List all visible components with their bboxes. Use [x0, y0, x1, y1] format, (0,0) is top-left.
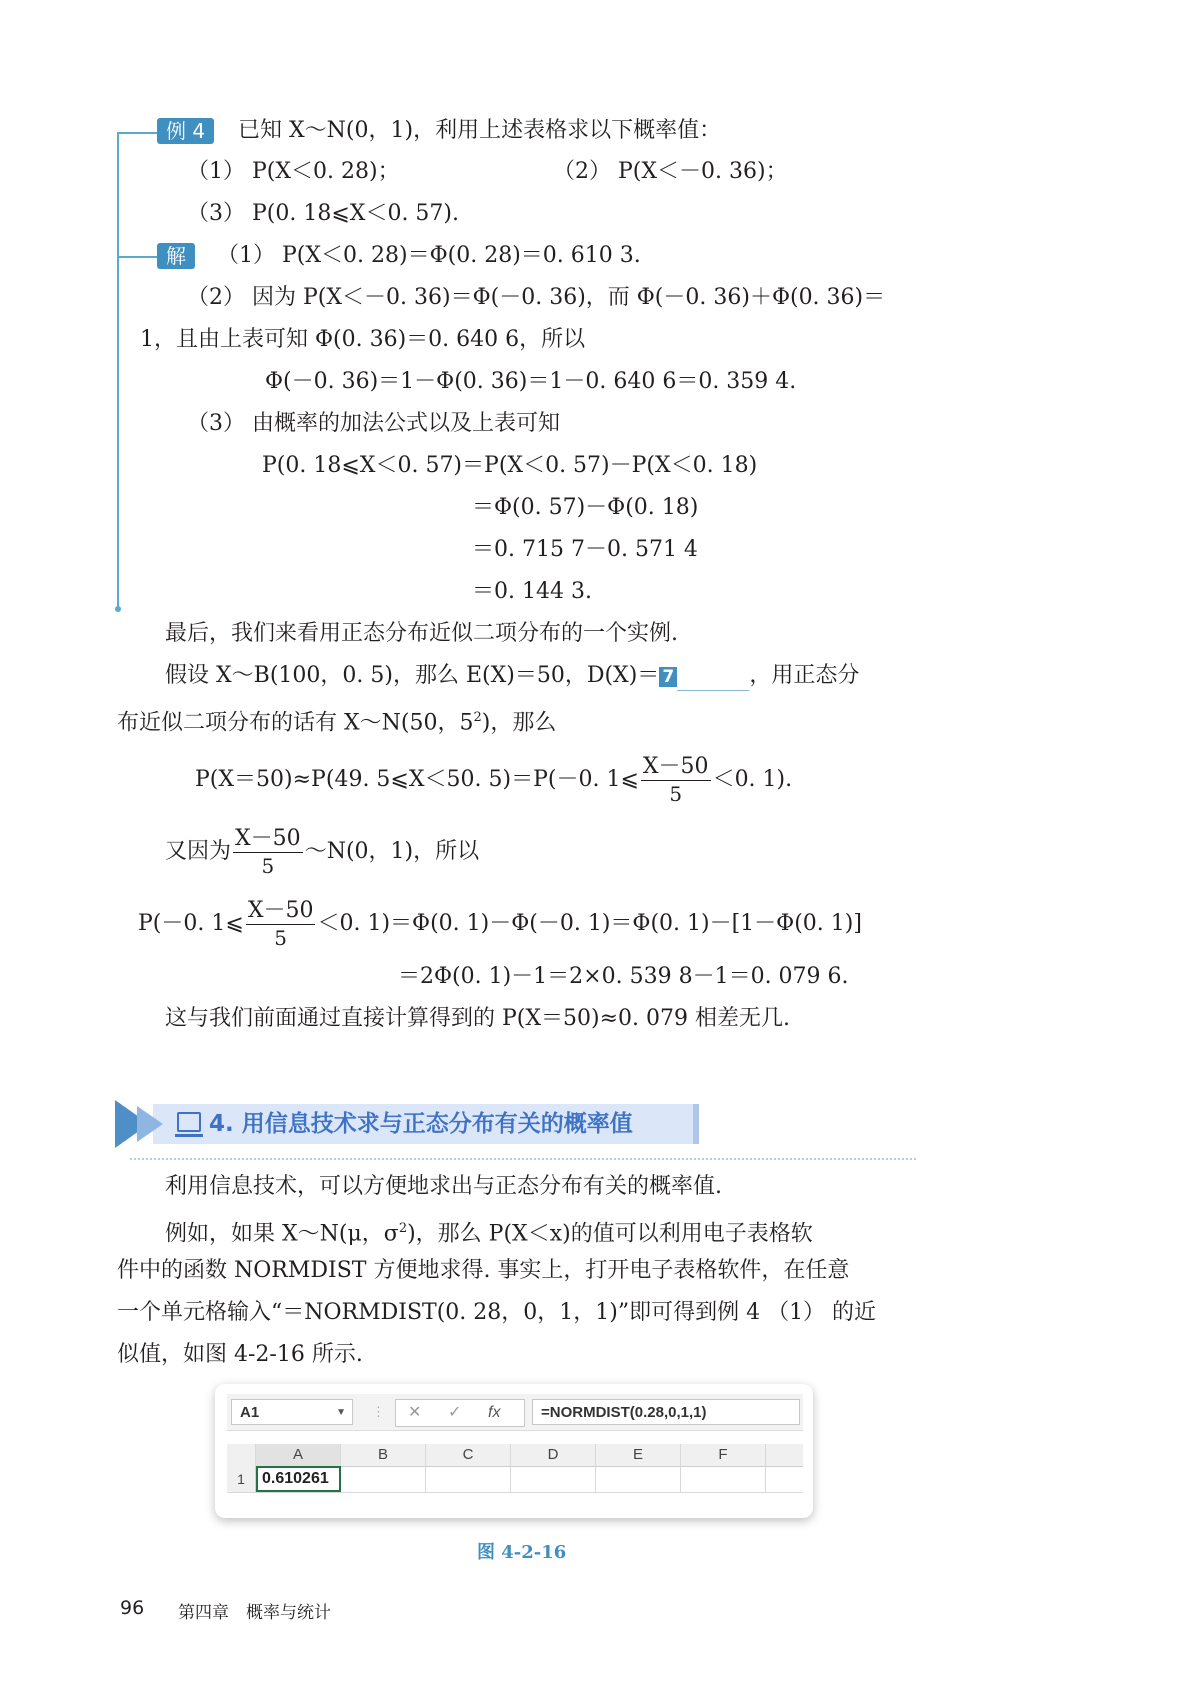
column-header-c[interactable]: C: [426, 1444, 511, 1466]
formula-controls: [395, 1399, 525, 1427]
computer-icon: [177, 1112, 201, 1132]
info-paragraph-1: 利用信息技术，可以方便地求出与正态分布有关的概率值.: [165, 1174, 722, 1199]
info-paragraph-2-text: 例如，如果 X～N(μ，σ: [165, 1221, 399, 1247]
equation-2-right: ＜0. 1)＝Φ(0. 1)－Φ(－0. 1)＝Φ(0. 1)－[1－Φ(0. 1)]: [317, 911, 862, 936]
bracket-end-dot: [115, 606, 121, 612]
cancel-icon[interactable]: ✕: [408, 1404, 422, 1421]
superscript: 2: [473, 710, 482, 725]
example-question-3: （3） P(0. 18⩽X＜0. 57).: [187, 201, 460, 226]
spreadsheet-figure: [215, 1384, 813, 1518]
equation-2-left: P(－0. 1⩽: [138, 911, 244, 936]
table-row: [227, 1466, 803, 1493]
page-number: 96: [120, 1597, 145, 1619]
equation-1-right: ＜0. 1).: [712, 767, 793, 792]
select-all-corner[interactable]: [227, 1444, 256, 1466]
info-paragraph-2-tail: )，那么 P(X＜x)的值可以利用电子表格软: [407, 1221, 813, 1247]
blank-number-7[interactable]: 7: [659, 667, 677, 687]
column-header-a[interactable]: A: [256, 1444, 341, 1466]
cell-b1[interactable]: [341, 1466, 426, 1492]
cell-f1[interactable]: [681, 1466, 766, 1492]
body-paragraph-3-tail: )，那么: [481, 710, 557, 736]
fraction-numerator: X－50: [247, 897, 314, 923]
solution-step-3d: ＝0. 715 7－0. 571 4: [472, 537, 698, 562]
fill-in-blank[interactable]: [677, 668, 749, 691]
fraction-numerator: X－50: [235, 825, 301, 851]
column-header-d[interactable]: D: [511, 1444, 596, 1466]
equation-2: [138, 894, 862, 954]
body-paragraph-3-text: 布近似二项分布的话有 X～N(50，5: [117, 710, 474, 736]
name-box-value: A1: [240, 1404, 260, 1421]
solution-step-2c: Φ(－0. 36)＝1－Φ(0. 36)＝1－0. 640 6＝0. 359 4.: [265, 369, 797, 394]
solution-step-3c: ＝Φ(0. 57)－Φ(0. 18): [472, 495, 699, 520]
fraction-denominator: 5: [261, 853, 275, 878]
chevron-down-icon[interactable]: ▼: [336, 1407, 346, 1418]
body-paragraph-3: [117, 703, 556, 738]
cell-a1[interactable]: 0.610261: [256, 1466, 341, 1492]
fraction-denominator: 5: [274, 925, 288, 950]
cell-c1[interactable]: [426, 1466, 511, 1492]
confirm-icon[interactable]: ✓: [448, 1404, 462, 1421]
equation-3: ＝2Φ(0. 1)－1＝2×0. 539 8－1＝0. 079 6.: [398, 964, 849, 989]
formula-bar: [227, 1394, 803, 1431]
name-box[interactable]: [231, 1399, 353, 1425]
row-header-1[interactable]: 1: [227, 1466, 256, 1492]
example-question-2: （2） P(X＜－0. 36)；: [553, 159, 788, 184]
dotted-divider: [130, 1158, 916, 1160]
column-header-f[interactable]: F: [681, 1444, 766, 1466]
info-paragraph-5: 似值，如图 4-2-16 所示.: [117, 1342, 363, 1367]
body-paragraph-4: [165, 822, 479, 882]
fraction: [641, 754, 711, 807]
solution-step-3a: （3） 由概率的加法公式以及上表可知: [187, 411, 560, 436]
info-paragraph-3: 件中的函数 NORMDIST 方便地求得. 事实上，打开电子表格软件，在任意: [117, 1258, 850, 1283]
cell-e1[interactable]: [596, 1466, 681, 1492]
solution-step-3e: ＝0. 144 3.: [472, 579, 592, 604]
body-paragraph-1: 最后，我们来看用正态分布近似二项分布的一个实例.: [165, 621, 678, 646]
info-paragraph-4: 一个单元格输入“＝NORMDIST(0. 28，0，1，1)”即可得到例 4 （1） 的近: [117, 1300, 877, 1325]
column-header-e[interactable]: E: [596, 1444, 681, 1466]
example-statement: 已知 X～N(0，1)，利用上述表格求以下概率值：: [238, 118, 722, 143]
cell-d1[interactable]: [511, 1466, 596, 1492]
fraction: [233, 826, 303, 879]
body-paragraph-2-tail: ，用正态分: [749, 663, 860, 688]
info-paragraph-2: [165, 1214, 813, 1249]
example-tag: 例 4: [157, 118, 214, 144]
solution-step-2b: 1，且由上表可知 Φ(0. 36)＝0. 640 6，所以: [140, 327, 586, 352]
solution-bracket-tick: [117, 256, 157, 258]
formula-input[interactable]: =NORMDIST(0.28,0,1,1): [532, 1399, 800, 1425]
example-bracket-tick: [117, 132, 157, 134]
section-title: [177, 1106, 633, 1142]
body-paragraph-4-tail: ～N(0，1)，所以: [304, 839, 480, 864]
section-title-text: 4. 用信息技术求与正态分布有关的概率值: [209, 1111, 633, 1137]
example-bracket-line: [117, 132, 119, 610]
fraction: [246, 898, 316, 951]
solution-step-2a: （2） 因为 P(X＜－0. 36)＝Φ(－0. 36)，而 Φ(－0. 36)＋Φ(0. 36)＝: [187, 285, 886, 310]
column-header-b[interactable]: B: [341, 1444, 426, 1466]
fraction-denominator: 5: [669, 781, 683, 806]
solution-step-3b: P(0. 18⩽X＜0. 57)＝P(X＜0. 57)－P(X＜0. 18): [262, 453, 758, 478]
body-paragraph-4-text: 又因为: [165, 839, 232, 864]
body-paragraph-2: [165, 661, 859, 691]
body-paragraph-5: 这与我们前面通过直接计算得到的 P(X＝50)≈0. 079 相差无几.: [165, 1006, 791, 1031]
body-paragraph-2-text: 假设 X～B(100，0. 5)，那么 E(X)＝50，D(X)＝: [165, 663, 660, 688]
superscript: 2: [398, 1221, 408, 1236]
figure-caption: 图 4-2-16: [477, 1542, 567, 1563]
equation-1-left: P(X＝50)≈P(49. 5⩽X＜50. 5)＝P(－0. 1⩽: [195, 767, 639, 792]
running-header: 第四章 概率与统计: [178, 1603, 331, 1623]
insert-function-icon[interactable]: fx: [488, 1404, 501, 1421]
column-headers: [227, 1444, 803, 1467]
solution-tag: 解: [157, 243, 195, 269]
section-banner: [115, 1100, 705, 1148]
solution-step-1: （1） P(X＜0. 28)＝Φ(0. 28)＝0. 610 3.: [217, 243, 641, 268]
fraction-numerator: X－50: [642, 753, 709, 779]
equation-1: [195, 750, 792, 810]
banner-arrow-inner: [137, 1106, 163, 1142]
example-question-1: （1） P(X＜0. 28)；: [187, 159, 400, 184]
formula-bar-grip: ⋮: [372, 1404, 385, 1419]
